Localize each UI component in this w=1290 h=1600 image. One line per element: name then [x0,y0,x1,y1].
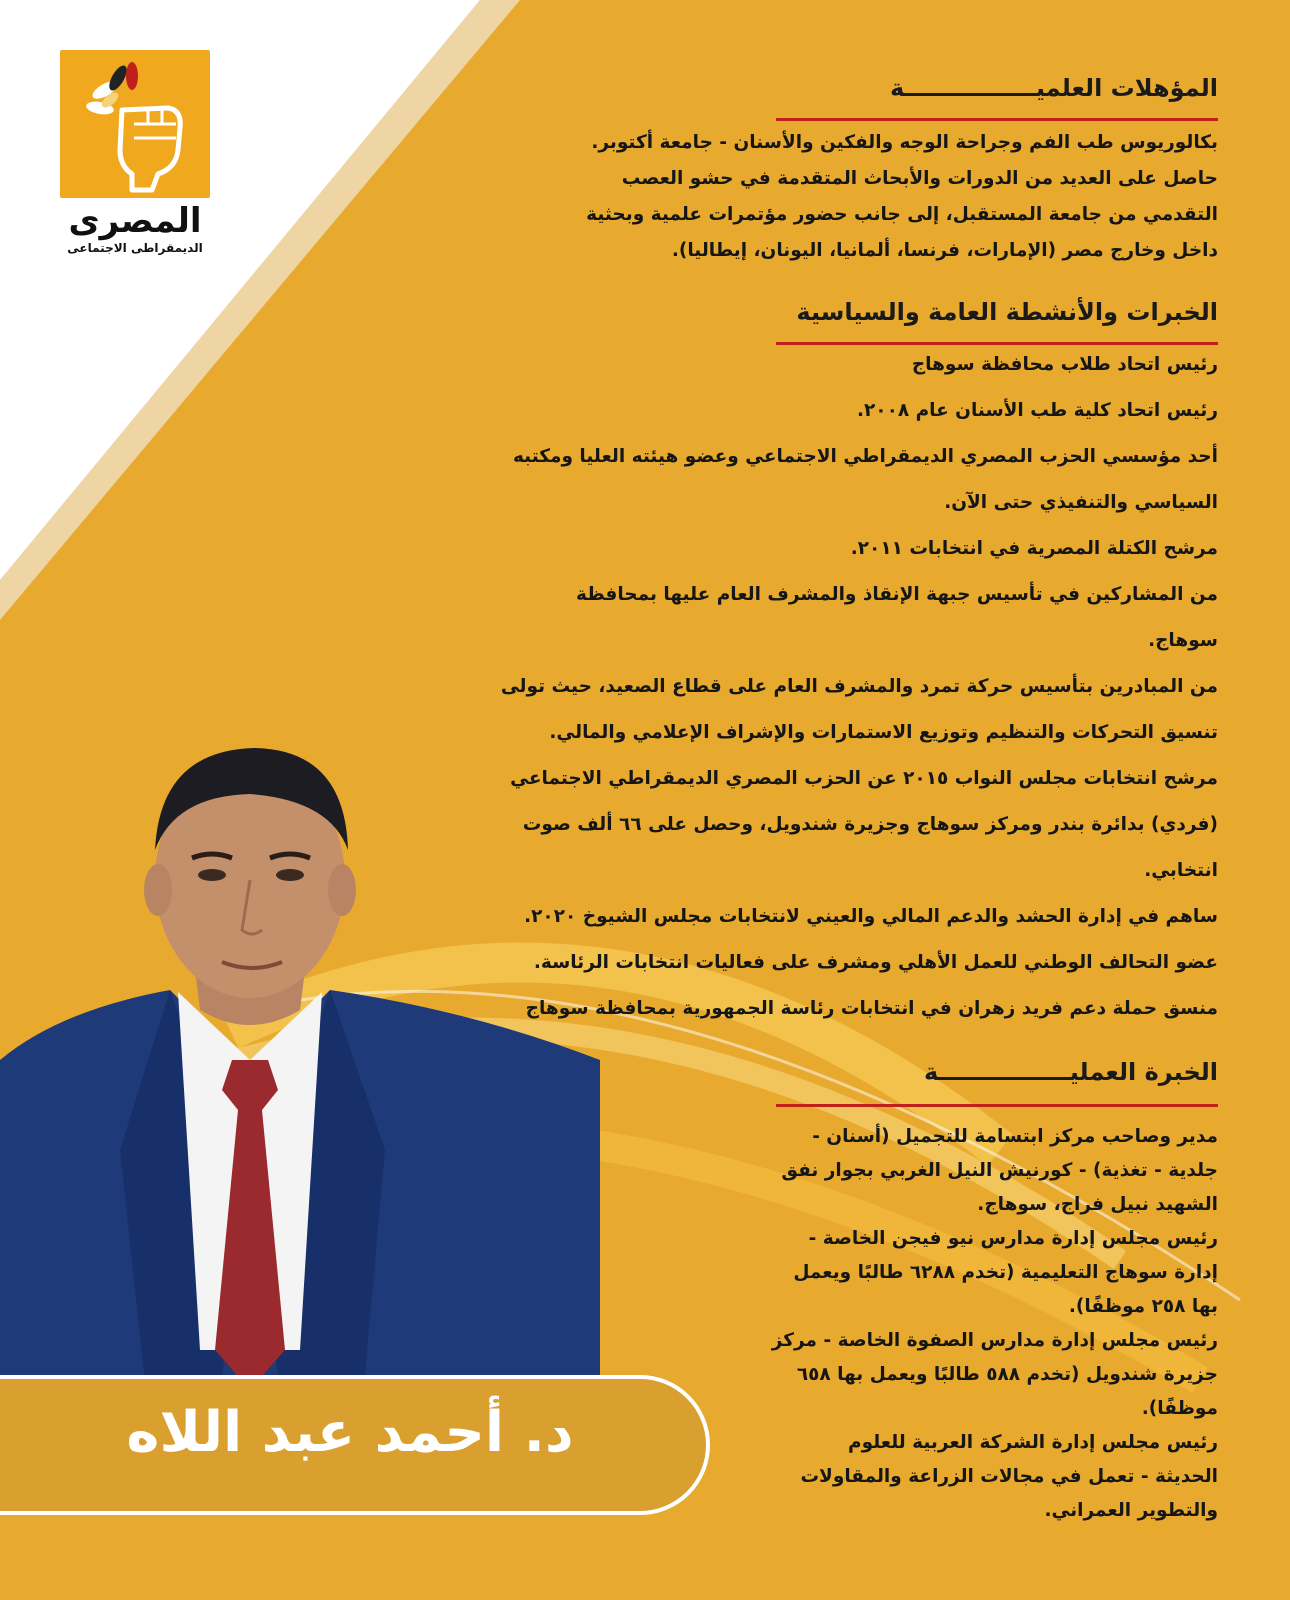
practical-line-7: رئيس مجلس إدارة مدارس الصفوة الخاصة - مركز [771,1330,1218,1351]
section-rule-political [776,342,1218,345]
section-title-political: الخبرات والأنشطة العامة والسياسية [796,298,1218,326]
political-line-2: رئيس اتحاد كلية طب الأسنان عام ٢٠٠٨. [856,400,1218,421]
political-line-7: سوهاج. [1148,630,1218,651]
practical-line-9: موظفًا). [1141,1398,1218,1419]
candidate-name: د. أحمد عبد اللاه [126,1400,574,1465]
political-line-8: من المبادرين بتأسيس حركة تمرد والمشرف العام على قطاع الصعيد، حيث تولى [500,676,1218,697]
practical-line-2: جلدية - تغذية) - كورنيش النيل الغربي بجوار نفق [781,1160,1218,1181]
political-line-10: مرشح انتخابات مجلس النواب ٢٠١٥ عن الحزب المصري الديمقراطي الاجتماعي [510,768,1218,789]
practical-line-5: إدارة سوهاج التعليمية (تخدم ٦٢٨٨ طالبًا ويعمل [793,1262,1218,1283]
practical-line-3: الشهيد نبيل فراج، سوهاج. [977,1194,1218,1215]
section-rule-practical [776,1104,1218,1107]
political-line-5: مرشح الكتلة المصرية في انتخابات ٢٠١١. [850,538,1218,559]
section-title-practical: الخبرة العمليــــــــــــــــة [923,1058,1218,1086]
practical-line-11: الحديثة - تعمل في مجالات الزراعة والمقاولات [800,1466,1218,1487]
practical-line-10: رئيس مجلس إدارة الشركة العربية للعلوم [848,1432,1218,1453]
practical-line-6: بها ٢٥٨ موظفًا). [1068,1296,1218,1317]
academic-line-1: بكالوريوس طب الفم وجراحة الوجه والفكين والأسنان - جامعة أكتوبر. [591,132,1218,153]
section-title-academic: المؤهلات العلميــــــــــــــــة [890,74,1218,102]
party-logo [60,50,210,198]
candidate-portrait [0,730,600,1430]
academic-line-3: التقدمي من جامعة المستقبل، إلى جانب حضور مؤتمرات علمية وبحثية [586,204,1218,225]
section-rule-academic [776,118,1218,121]
political-line-9: تنسيق التحركات والتنظيم وتوزيع الاستمارات والإشراف الإعلامي والمالي. [549,722,1218,743]
practical-line-1: مدير وصاحب مركز ابتسامة للتجميل (أسنان - [812,1126,1218,1147]
logo-subtitle: الديمقراطى الاجتماعى [67,241,203,255]
practical-line-8: جزيرة شندويل (تخدم ٥٨٨ طالبًا ويعمل بها ٦٥٨ [796,1364,1218,1385]
political-line-12: انتخابي. [1144,860,1218,881]
political-line-1: رئيس اتحاد طلاب محافظة سوهاج [911,354,1218,375]
political-line-11: (فردي) بدائرة بندر ومركز سوهاج وجزيرة شندويل، وحصل على ٦٦ ألف صوت [522,814,1218,835]
political-line-3: أحد مؤسسي الحزب المصري الديمقراطي الاجتماعي وعضو هيئته العليا ومكتبه [512,446,1218,467]
political-line-6: من المشاركين في تأسيس جبهة الإنقاذ والمشرف العام عليها بمحافظة [575,584,1218,605]
political-line-13: ساهم في إدارة الحشد والدعم المالي والعيني لانتخابات مجلس الشيوخ ٢٠٢٠. [524,906,1218,927]
political-line-14: عضو التحالف الوطني للعمل الأهلي ومشرف على فعاليات انتخابات الرئاسة. [533,952,1218,973]
practical-line-12: والتطوير العمراني. [1044,1500,1218,1521]
raised-fist-icon [60,50,210,198]
practical-line-4: رئيس مجلس إدارة مدارس نيو فيجن الخاصة - [808,1228,1218,1249]
academic-line-4: داخل وخارج مصر (الإمارات، فرنسا، ألمانيا، اليونان، إيطاليا). [671,240,1218,261]
logo-wordmark: المصرى [68,201,202,241]
political-line-15: منسق حملة دعم فريد زهران في انتخابات رئاسة الجمهورية بمحافظة سوهاج [525,998,1218,1019]
academic-line-2: حاصل على العديد من الدورات والأبحاث المتقدمة في حشو العصب [621,168,1218,189]
political-line-4: السياسي والتنفيذي حتى الآن. [944,492,1218,513]
